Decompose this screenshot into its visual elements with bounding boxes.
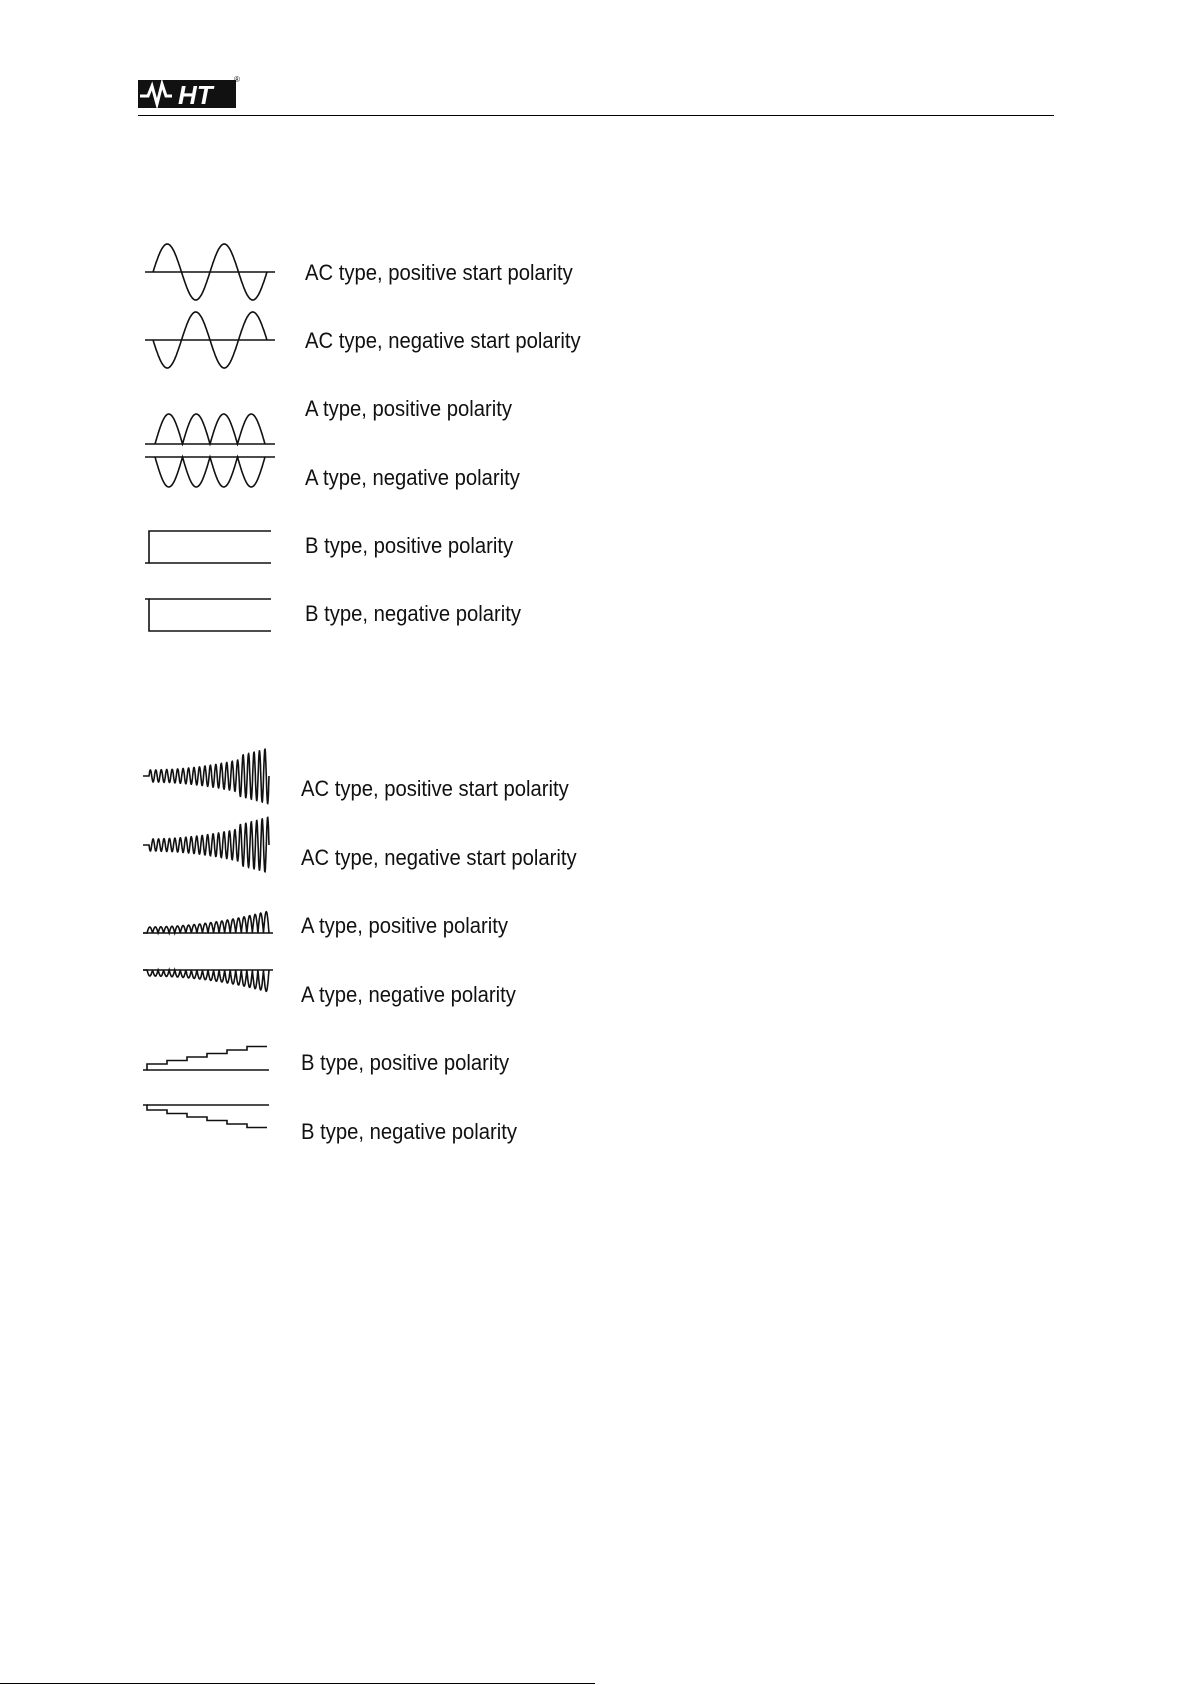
waveform-label: B type, negative polarity	[301, 1119, 518, 1144]
header-divider	[138, 115, 1054, 116]
waveform-row	[0, 583, 800, 647]
ac-negative-start-ramp-wave-icon	[143, 815, 283, 879]
b-positive-dc-icon	[145, 527, 285, 591]
waveform-label: AC type, negative start polarity	[301, 845, 577, 870]
waveform-label: AC type, positive start polarity	[301, 776, 569, 801]
waveform-label: A type, negative polarity	[301, 982, 516, 1007]
b-negative-staircase-icon	[143, 1093, 283, 1157]
waveform-label: B type, negative polarity	[305, 601, 522, 626]
waveform-label: A type, positive polarity	[301, 913, 509, 938]
waveform-row	[0, 515, 800, 579]
a-positive-ramp-halfwave-icon	[143, 887, 283, 951]
logo-text: HT	[178, 80, 213, 110]
waveform-row	[0, 447, 800, 511]
b-positive-staircase-icon	[143, 1024, 283, 1088]
page-header	[138, 72, 1054, 116]
waveform-label: A type, negative polarity	[305, 465, 520, 490]
waveform-label: A type, positive polarity	[305, 396, 513, 421]
waveform-row	[0, 1032, 800, 1096]
waveform-row	[0, 310, 800, 374]
waveform-row	[0, 964, 800, 1028]
ht-logo	[138, 72, 242, 110]
footer-divider	[0, 1683, 595, 1684]
waveform-row	[0, 827, 800, 891]
waveform-label: B type, positive polarity	[301, 1050, 510, 1075]
waveform-row	[0, 1101, 800, 1165]
ac-positive-start-wave-icon	[145, 240, 285, 304]
a-negative-halfwave-icon	[145, 453, 285, 517]
waveform-label: AC type, negative start polarity	[305, 328, 581, 353]
a-negative-ramp-halfwave-icon	[143, 956, 283, 1020]
waveform-row	[0, 895, 800, 959]
waveform-row	[0, 758, 800, 822]
a-positive-halfwave-icon	[145, 384, 285, 448]
waveform-label: B type, positive polarity	[305, 533, 514, 558]
ac-positive-start-ramp-wave-icon	[143, 746, 283, 810]
registered-mark: ®	[234, 75, 240, 84]
ac-negative-start-wave-icon	[145, 308, 285, 372]
waveform-row	[0, 378, 800, 442]
waveform-label: AC type, positive start polarity	[305, 260, 573, 285]
b-negative-dc-icon	[145, 595, 285, 659]
waveform-row	[0, 242, 800, 306]
